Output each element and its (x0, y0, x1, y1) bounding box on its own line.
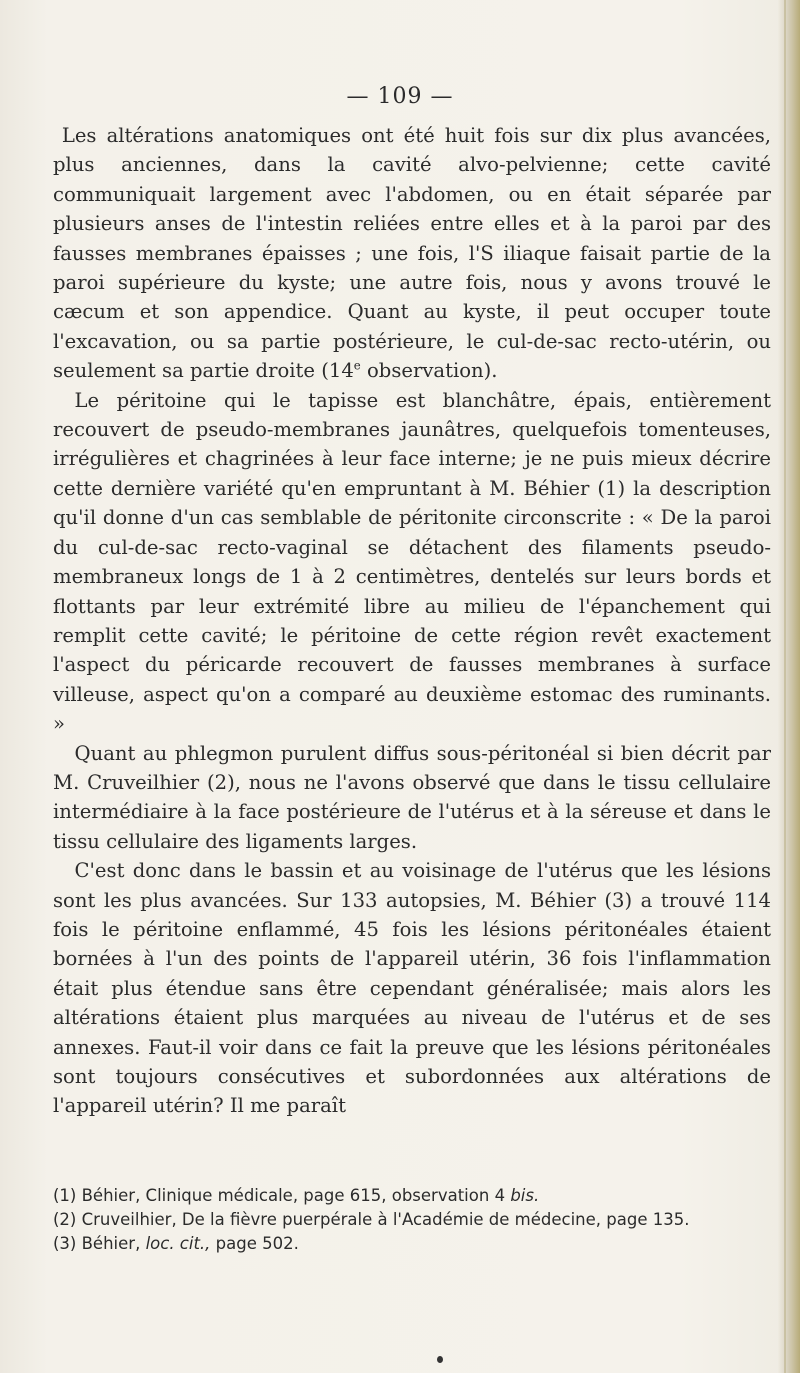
page-number-header: — 109 — (346, 84, 454, 109)
paragraph: Quant au phlegmon purulent diffus sous-péritonéal si bien décrit par M. Cruveilhier (2), nous ne l'avons observé que dans le tissu cellulaire intermédiaire à la face postérieure de l'utérus et à la séreuse et dans le tissu cellulaire des ligaments larges. (53, 741, 771, 853)
footnote (53, 1184, 771, 1208)
page-edge (778, 0, 800, 1373)
paragraph-text: Les altérations anatomiques ont été huit fois sur dix plus avancées, plus anciennes, dans la cavité alvo-pelvienne; cette cavité communiquait largement avec l'abdomen, ou en était séparée par plusieurs anses de l'intestin reliées entre elles et à la paroi par des fausses membranes épaisses ; une fois, l'S iliaque faisait partie de la paroi supérieure du kyste; une autre fois, nous y avons trouvé le cæcum et son appendice. Quant au kyste, il peut occuper toute l'excavation, ou sa partie postérieure, le cul-de-sac recto-utérin, ou seulement sa partie droite (14 (53, 124, 771, 383)
ink-dot (437, 1356, 443, 1363)
footnote-italic: loc. cit., (145, 1234, 211, 1253)
footnote: (2) Cruveilhier, De la fièvre puerpérale à l'Académie de médecine, page 135. (53, 1210, 690, 1229)
body-text (53, 121, 771, 1121)
page-edge-line (784, 0, 786, 1373)
paragraph: C'est donc dans le bassin et au voisinage de l'utérus que les lésions sont les plus avancées. Sur 133 autopsies, M. Béhier (3) a trouvé 114 fois le péritoine enflammé, 45 fois les lésions péritonéales étaient bornées à l'un des points de l'appareil utérin, 36 fois l'inflammation était plus étendue sans être cependant généralisée; mais alors les altérations étaient plus marquées au niveau de l'utérus et de ses annexes. Faut-il voir dans ce fait la preuve que les lésions péritonéales sont toujours consécutives et subordonnées aux altérations de l'appareil utérin? Il me paraît (53, 859, 771, 1118)
superscript: e (353, 358, 361, 373)
footnote-text: (1) Béhier, Clinique médicale, page 615, observation 4 (53, 1186, 511, 1205)
paragraph-text-tail: observation). (360, 359, 498, 383)
footnote (53, 1232, 771, 1256)
footnote-text: (3) Béhier, (53, 1234, 146, 1253)
footnote-tail: page 502. (210, 1234, 299, 1253)
footnotes (53, 1184, 771, 1256)
paragraph (53, 121, 771, 386)
paragraph: Le péritoine qui le tapisse est blanchâtre, épais, entièrement recouvert de pseudo-membranes jaunâtres, quelquefois tomenteuses, irrégulières et chagrinées à leur face interne; je ne puis mieux décrire cette dernière variété qu'en empruntant à M. Béhier (1) la description qu'il donne d'un cas semblable de péritonite circonscrite : « De la paroi du cul-de-sac recto-vaginal se détachent des filaments pseudo-membraneux longs de 1 à 2 centimètres, dentelés sur leurs bords et flottants par leur extrémité libre au milieu de l'épanchement qui remplit cette cavité; le péritoine de cette région revêt exactement l'aspect du péricarde recouvert de fausses membranes à surface villeuse, aspect qu'on a comparé au deuxième estomac des ruminants. » (53, 388, 771, 736)
footnote-italic: bis. (510, 1186, 540, 1205)
